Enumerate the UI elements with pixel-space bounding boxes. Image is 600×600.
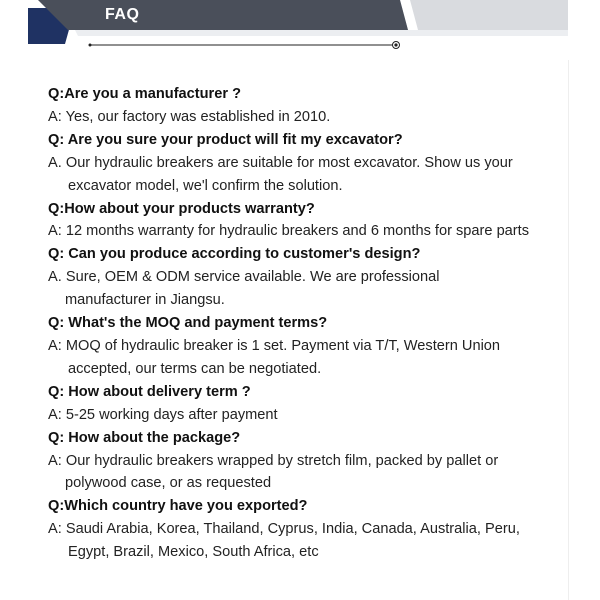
faq-header-banner <box>0 0 600 60</box>
faq-item <box>48 198 568 244</box>
answer-line: A: Saudi Arabia, Korea, Thailand, Cyprus, India, Canada, Australia, Peru, <box>48 521 520 538</box>
answer-line: polywood case, or as requested <box>65 475 272 492</box>
faq-list <box>48 83 568 564</box>
answer-line: A: 12 months warranty for hydraulic breakers and 6 months for spare parts <box>48 223 530 240</box>
faq-item <box>48 381 568 427</box>
faq-question: Q: How about the package? <box>48 429 241 446</box>
faq-answer <box>48 106 568 129</box>
faq-answer <box>48 152 568 198</box>
faq-question: Q: Can you produce according to customer's design? <box>48 246 421 263</box>
divider <box>568 60 569 600</box>
faq-question: Q: How about delivery term ? <box>48 383 251 400</box>
answer-line: accepted, our terms can be negotiated. <box>68 360 322 377</box>
answer-line: Egypt, Brazil, Mexico, South Africa, etc <box>68 544 319 561</box>
faq-item <box>48 83 568 129</box>
faq-item <box>48 495 568 564</box>
answer-line: A. Our hydraulic breakers are suitable for most excavator. Show us your <box>48 154 513 171</box>
chevron-right-icon <box>0 0 14 16</box>
faq-answer <box>48 335 568 381</box>
answer-line: A: MOQ of hydraulic breaker is 1 set. Payment via T/T, Western Union <box>48 337 501 354</box>
faq-answer <box>48 266 568 312</box>
faq-question: Q:Which country have you exported? <box>48 498 308 515</box>
faq-answer <box>48 220 568 243</box>
faq-item <box>48 243 568 312</box>
faq-title: FAQ <box>105 6 140 23</box>
faq-item <box>48 129 568 198</box>
header-graphic <box>0 0 600 60</box>
answer-line: A. Sure, OEM & ODM service available. We are professional <box>48 269 440 286</box>
answer-line: excavator model, we'l confirm the solution. <box>68 177 343 194</box>
answer-line: A: Our hydraulic breakers wrapped by stretch film, packed by pallet or <box>48 452 499 469</box>
faq-question: Q: Are you sure your product will fit my excavator? <box>48 131 403 148</box>
faq-answer <box>48 404 568 427</box>
faq-answer <box>48 518 568 564</box>
faq-item <box>48 427 568 496</box>
answer-line: A: Yes, our factory was established in 2010. <box>48 108 331 125</box>
faq-question: Q:Are you a manufacturer ? <box>48 86 242 102</box>
faq-item <box>48 312 568 381</box>
answer-line: manufacturer in Jiangsu. <box>65 292 225 309</box>
faq-question: Q:How about your products warranty? <box>48 200 315 217</box>
faq-answer <box>48 450 568 496</box>
answer-line: A: 5-25 working days after payment <box>48 406 278 423</box>
faq-question: Q: What's the MOQ and payment terms? <box>48 315 328 332</box>
